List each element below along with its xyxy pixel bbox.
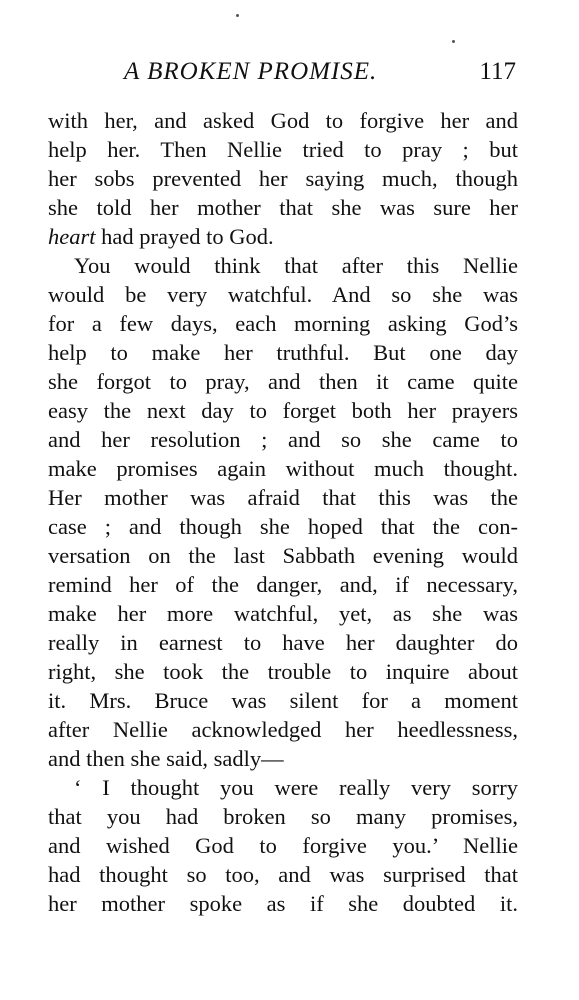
text-line: make promises again without much thought. — [48, 456, 518, 481]
print-speck — [452, 40, 455, 43]
text-line: easy the next day to forget both her prayers — [48, 398, 518, 423]
running-title: A BROKEN PROMISE. — [124, 58, 378, 85]
print-speck — [236, 14, 239, 17]
text-line: had thought so too, and was surprised that — [48, 862, 518, 887]
text-line: and wished God to forgive you.’ Nellie — [48, 833, 518, 858]
text-line: make her more watchful, yet, as she was — [48, 601, 518, 626]
text-line: case ; and though she hoped that the con- — [48, 514, 518, 539]
emphasis-text: heart — [48, 224, 96, 249]
body-text — [48, 106, 518, 918]
text-line: with her, and asked God to forgive her and — [48, 108, 518, 133]
text-line: and then she said, sadly— — [48, 746, 284, 771]
paragraph-first-line: ‘ I thought you were really very sorry — [74, 775, 518, 800]
text-line: her sobs prevented her saying much, though — [48, 166, 518, 191]
text-segment: had prayed to God. — [95, 224, 274, 249]
paragraph-first-line: You would think that after this Nellie — [74, 253, 518, 278]
text-line: and her resolution ; and so she came to — [48, 427, 518, 452]
text-line: Her mother was afraid that this was the — [48, 485, 518, 510]
text-line: that you had broken so many promises, — [48, 804, 518, 829]
page-number: 117 — [479, 58, 516, 85]
text-line: help to make her truthful. But one day — [48, 340, 518, 365]
text-line: would be very watchful. And so she was — [48, 282, 518, 307]
text-line: she told her mother that she was sure her — [48, 195, 518, 220]
text-line: remind her of the danger, and, if necessary, — [48, 572, 518, 597]
text-line: right, she took the trouble to inquire about — [48, 659, 518, 684]
text-line: really in earnest to have her daughter do — [48, 630, 518, 655]
text-line: her mother spoke as if she doubted it. — [48, 891, 518, 916]
text-line — [48, 222, 518, 251]
text-line: versation on the last Sabbath evening would — [48, 543, 518, 568]
text-line: for a few days, each morning asking God’s — [48, 311, 518, 336]
text-line: after Nellie acknowledged her heedlessness, — [48, 717, 518, 742]
text-line: she forgot to pray, and then it came quite — [48, 369, 518, 394]
page-header — [48, 56, 518, 90]
text-line: help her. Then Nellie tried to pray ; but — [48, 137, 518, 162]
text-line: it. Mrs. Bruce was silent for a moment — [48, 688, 518, 713]
